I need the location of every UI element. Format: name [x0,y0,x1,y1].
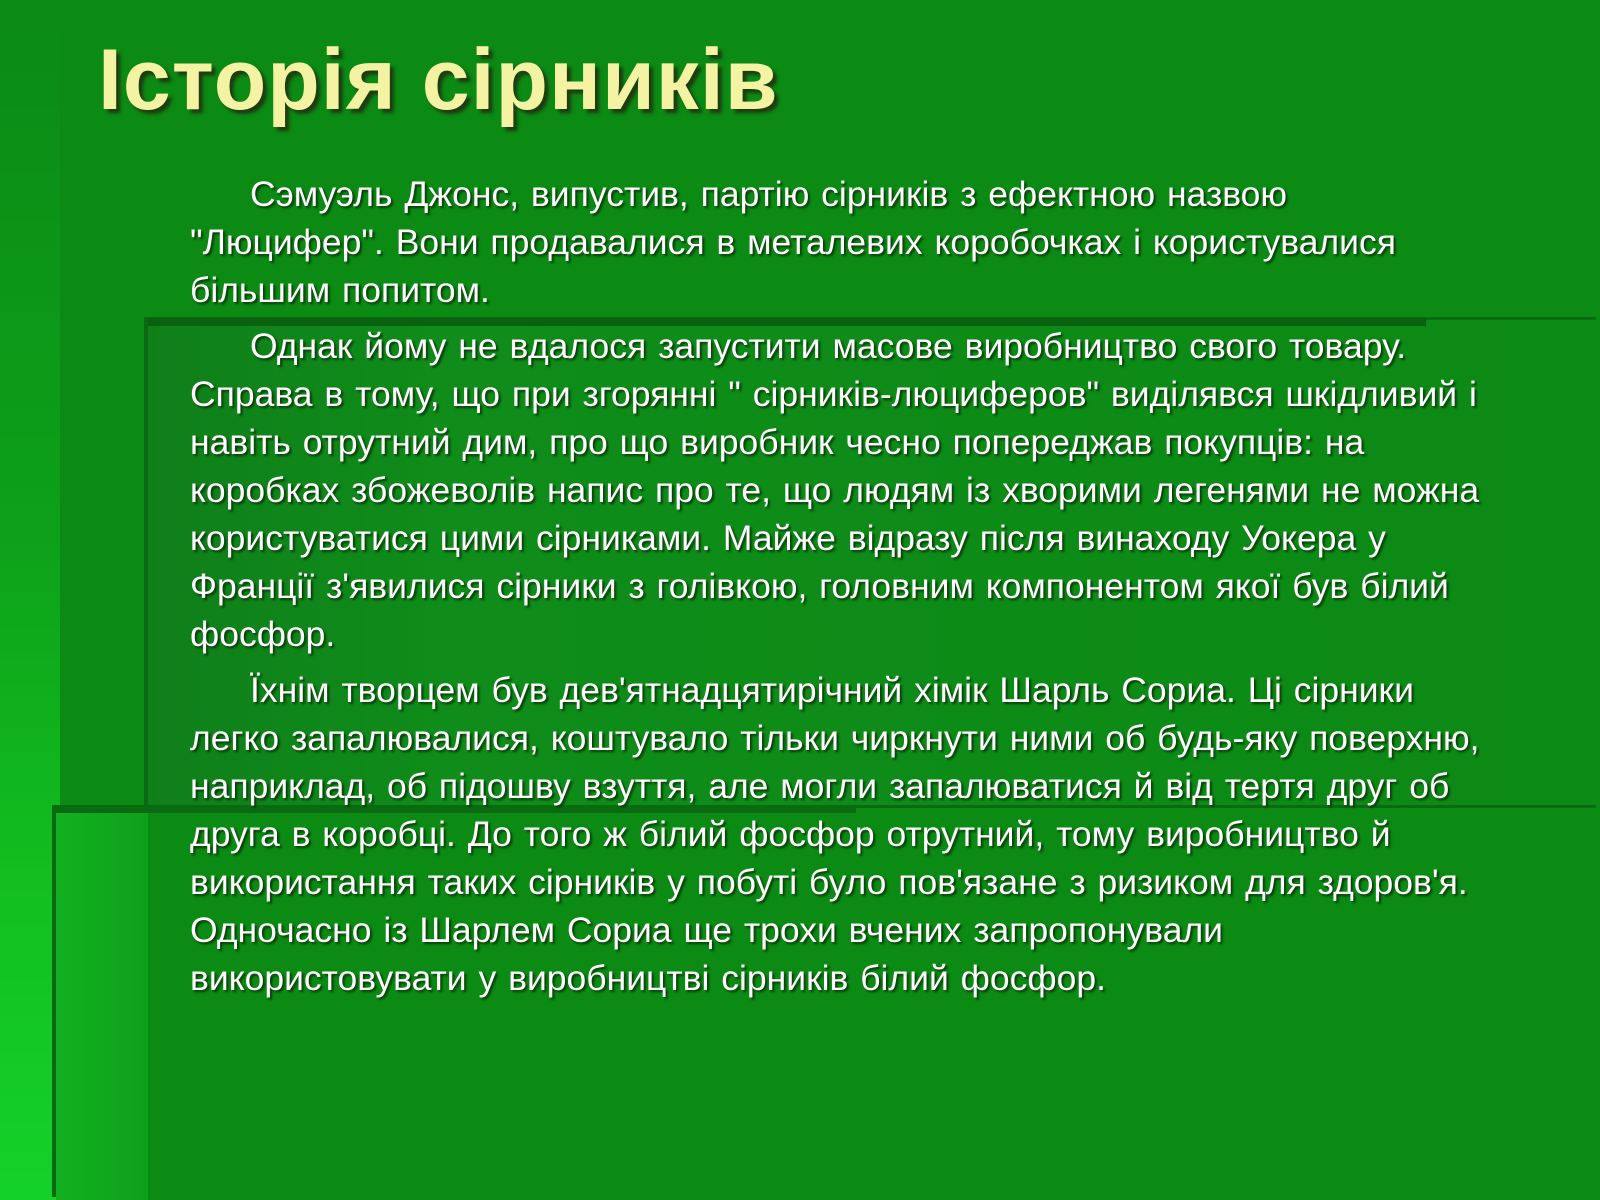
paragraph-2: Однак йому не вдалося запустити масове виробництво свого товару. Справа в тому, що при згорянні " сірників-люциферов" виділявся шкідливий і навіть отрутний дим, про що виробник чесно попереджав покупців: на коробках збожеволів напис про те, що людям із хворими легенями не можна користуватися цими сірниками. Майже відразу після винаходу Уокера у Франції з'явилися сірники з голівкою, головним компонентом якої був білий фосфор. [190,326,1480,654]
slide-title: Історія сірників [98,32,779,128]
paragraph-1: Сэмуэль Джонс, випустив, партію сірників з ефектною назвою "Люцифер". Вони продавалися в металевих коробочках і користувалися більшим попитом. [190,174,1396,310]
background-left-strip [0,0,60,1200]
slide-body [190,170,1490,1010]
paragraph-3: Їхнім творцем був дев'ятнадцятирічний хімік Шарль Сориа. Ці сірники легко запалювалися, коштувало тільки чиркнути ними об будь-яку поверхню, наприклад, об підошву взуття, але могли запалюватися й від тертя друг об друга в коробці. До того ж білий фосфор отрутний, тому виробництво й використання таких сірників у побуті було пов'язане з ризиком для здоров'я. Одночасно із Шарлем Сориа ще трохи вчених запропонували використовувати у виробництві сірників білий фосфор. [190,670,1480,998]
